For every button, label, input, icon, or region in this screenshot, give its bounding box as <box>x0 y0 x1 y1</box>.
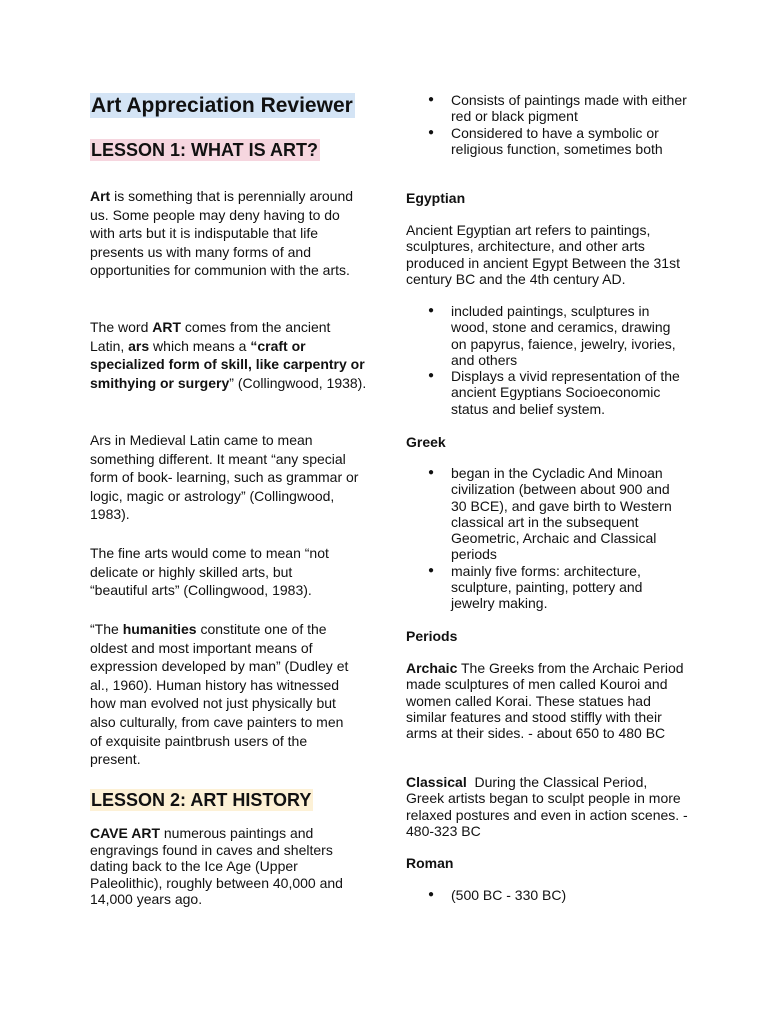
lesson-2-heading: LESSON 2: ART HISTORY <box>91 790 312 810</box>
greek-heading: Greek <box>406 434 446 450</box>
classical-text: During the Classical Period, Greek artists began to sculpt people in more relaxed postures and even in action scenes. - 480-323 BC <box>406 774 692 839</box>
list-item: ● began in the Cycladic And Minoan civilization (between about 900 and 30 BCE), and gave birth to Western classical art in the subsequent Geometric, Archaic and Classical periods <box>406 465 688 563</box>
art-term: Art <box>90 188 111 204</box>
cave-art-bullets <box>406 92 688 157</box>
lesson-1-heading: LESSON 1: WHAT IS ART? <box>91 140 318 160</box>
humanities-term: humanities <box>122 621 197 637</box>
list-item: ● (500 BC - 330 BC) <box>406 887 688 903</box>
etymology-text-3: which means a <box>149 337 251 354</box>
list-item: ● mainly five forms: architecture, sculpture, painting, pottery and jewelry making. <box>406 563 688 612</box>
archaic-text: The Greeks from the Archaic Period made sculptures of men called Kouroi and women called Korai. These statues had similar features and stood stiffly with their arms at their sides. - about 650 to 480 BC <box>406 660 684 742</box>
humanities-paragraph <box>90 620 352 769</box>
egyptian-heading: Egyptian <box>406 190 466 206</box>
fine-arts-paragraph: The fine arts would come to mean “not delicate or highly skilled arts, but “beautiful arts” (Collingwood, 1983). <box>90 545 329 599</box>
roman-heading: Roman <box>406 855 454 871</box>
art-word-term: ART <box>152 319 182 335</box>
art-definition-paragraph <box>90 187 354 280</box>
classical-paragraph <box>406 774 692 839</box>
roman-bullets <box>406 887 688 903</box>
egyptian-paragraph: Ancient Egyptian art refers to paintings, sculptures, architecture, and other arts produced in ancient Egypt Between the 31st century BC and the 4th century AD. <box>406 222 680 287</box>
egyptian-bullets <box>406 303 688 417</box>
etymology-text-1: The word <box>90 319 153 335</box>
cave-art-paragraph <box>90 825 350 908</box>
ars-meaning-quote: “craft or specialized form of skill, like carpentry or smithying or surgery <box>90 337 365 391</box>
list-item: ● Considered to have a symbolic or religious function, sometimes both <box>406 125 688 158</box>
ars-term: ars <box>128 337 150 354</box>
art-etymology-paragraph <box>90 318 368 392</box>
list-item: ● Consists of paintings made with either red or black pigment <box>406 92 688 125</box>
etymology-citation: ” (Collingwood, 1938). <box>229 374 367 391</box>
medieval-latin-paragraph: Ars in Medieval Latin came to mean something different. It meant “any special form of book- learning, such as grammar or logic, magic or astrology” (Collingwood, 1983). <box>90 432 359 523</box>
greek-bullets <box>406 465 688 612</box>
humanities-text-1: “The <box>90 621 123 637</box>
list-item: ● included paintings, sculptures in wood, stone and ceramics, drawing on papyrus, faience, jewelry, ivories, and others <box>406 303 688 368</box>
cave-art-term: CAVE ART <box>90 825 160 841</box>
periods-heading: Periods <box>406 628 458 644</box>
archaic-term: Archaic <box>406 660 458 676</box>
etymology-text-2: comes from the ancient Latin, <box>90 319 331 354</box>
archaic-paragraph <box>406 660 688 741</box>
humanities-text-2: constitute one of the oldest and most important means of expression developed by man” (Dudley et al., 1960). Human history has witnessed how man evolved not just physically but also culturally, from cave painters to men of exquisite paintbrush users of the present. <box>90 621 349 768</box>
classical-term: Classical <box>406 774 467 790</box>
list-item: ● Displays a vivid representation of the ancient Egyptians Socioeconomic status and belief system. <box>406 368 688 417</box>
document-title: Art Appreciation Reviewer <box>91 94 353 117</box>
cave-art-text: numerous paintings and engravings found in caves and shelters dating back to the Ice Age (Upper Paleolithic), roughly between 40,000 and 14,000 years ago. <box>90 825 343 908</box>
art-definition-text: is something that is perennially around us. Some people may deny having to do with arts but it is indisputable that life presents us with many forms of and opportunities for communion with the arts. <box>90 188 354 279</box>
